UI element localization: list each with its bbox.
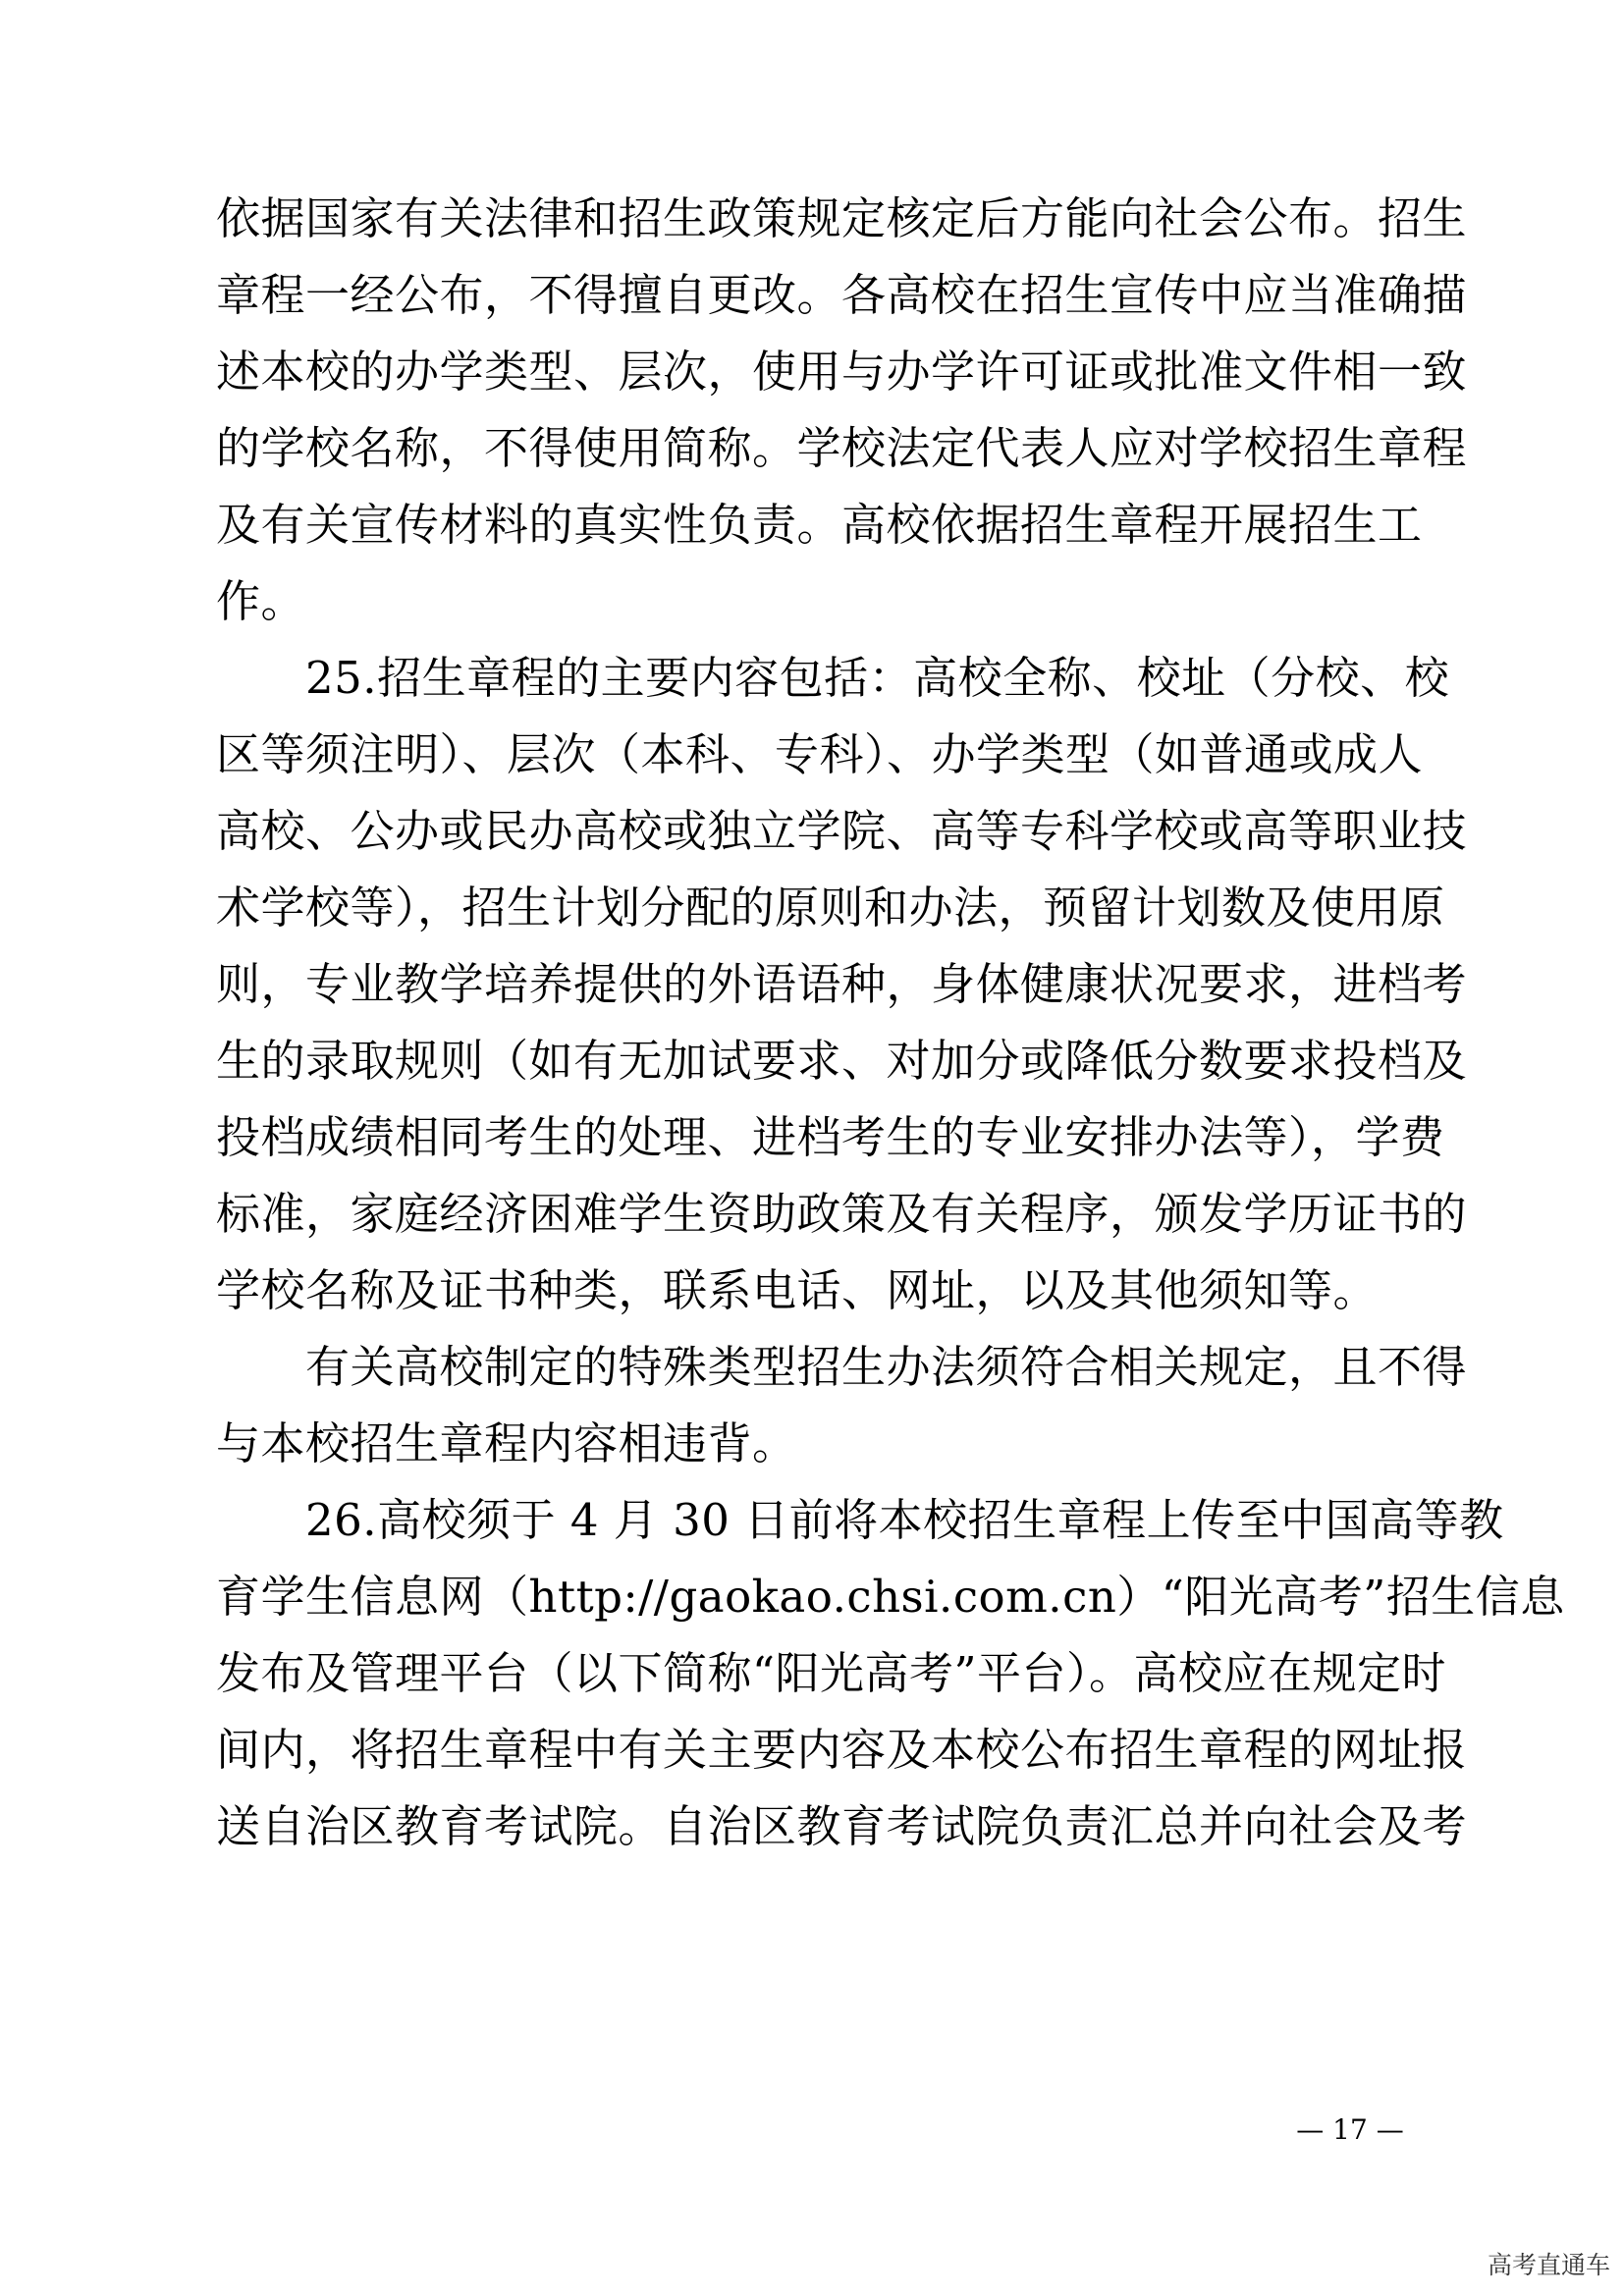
body-line: 及有关宣传材料的真实性负责。高校依据招生章程开展招生工 [216,499,1423,551]
body-line: 标准，家庭经济困难学生资助政策及有关程序，颁发学历证书的 [216,1188,1468,1240]
body-line: 术学校等），招生计划分配的原则和办法，预留计划数及使用原 [216,881,1445,934]
body-line: 有关高校制定的特殊类型招生办法须符合相关规定，且不得 [216,1341,1468,1393]
body-line: 章程一经公布，不得擅自更改。各高校在招生宣传中应当准确描 [216,269,1468,321]
body-line: 学校名称及证书种类，联系电话、网址，以及其他须知等。 [216,1264,1379,1316]
body-line: 高校、公办或民办高校或独立学院、高等专科学校或高等职业技 [216,805,1468,857]
body-line: 与本校招生章程内容相违背。 [216,1417,797,1469]
body-line: 育学生信息网（http://gaokao.chsi.com.cn）“阳光高考”招生信息 [216,1571,1565,1623]
body-line: 的学校名称，不得使用简称。学校法定代表人应对学校招生章程 [216,422,1468,474]
watermark-text: 高考直通车 [1487,2251,1610,2279]
body-line: 投档成绩相同考生的处理、进档考生的专业安排办法等），学费 [216,1111,1445,1163]
page-number: — 17 — [1296,2113,1404,2146]
body-line: 26.高校须于 4 月 30 日前将本校招生章程上传至中国高等教 [216,1494,1504,1546]
body-line: 则，专业教学培养提供的外语语种，身体健康状况要求，进档考 [216,958,1468,1010]
body-line: 区等须注明）、层次（本科、专科）、办学类型（如普通或成人 [216,728,1424,780]
body-line: 述本校的办学类型、层次，使用与办学许可证或批准文件相一致 [216,346,1468,398]
body-line: 间内，将招生章程中有关主要内容及本校公布招生章程的网址报 [216,1724,1468,1776]
body-line: 送自治区教育考试院。自治区教育考试院负责汇总并向社会及考 [216,1800,1468,1852]
body-line: 发布及管理平台（以下简称“阳光高考”平台）。高校应在规定时 [216,1647,1447,1699]
body-line: 作。 [216,575,306,627]
body-line: 依据国家有关法律和招生政策规定核定后方能向社会公布。招生 [216,192,1468,244]
body-line: 25.招生章程的主要内容包括：高校全称、校址（分校、校 [216,652,1450,704]
body-line: 生的录取规则（如有无加试要求、对加分或降低分数要求投档及 [216,1035,1468,1087]
